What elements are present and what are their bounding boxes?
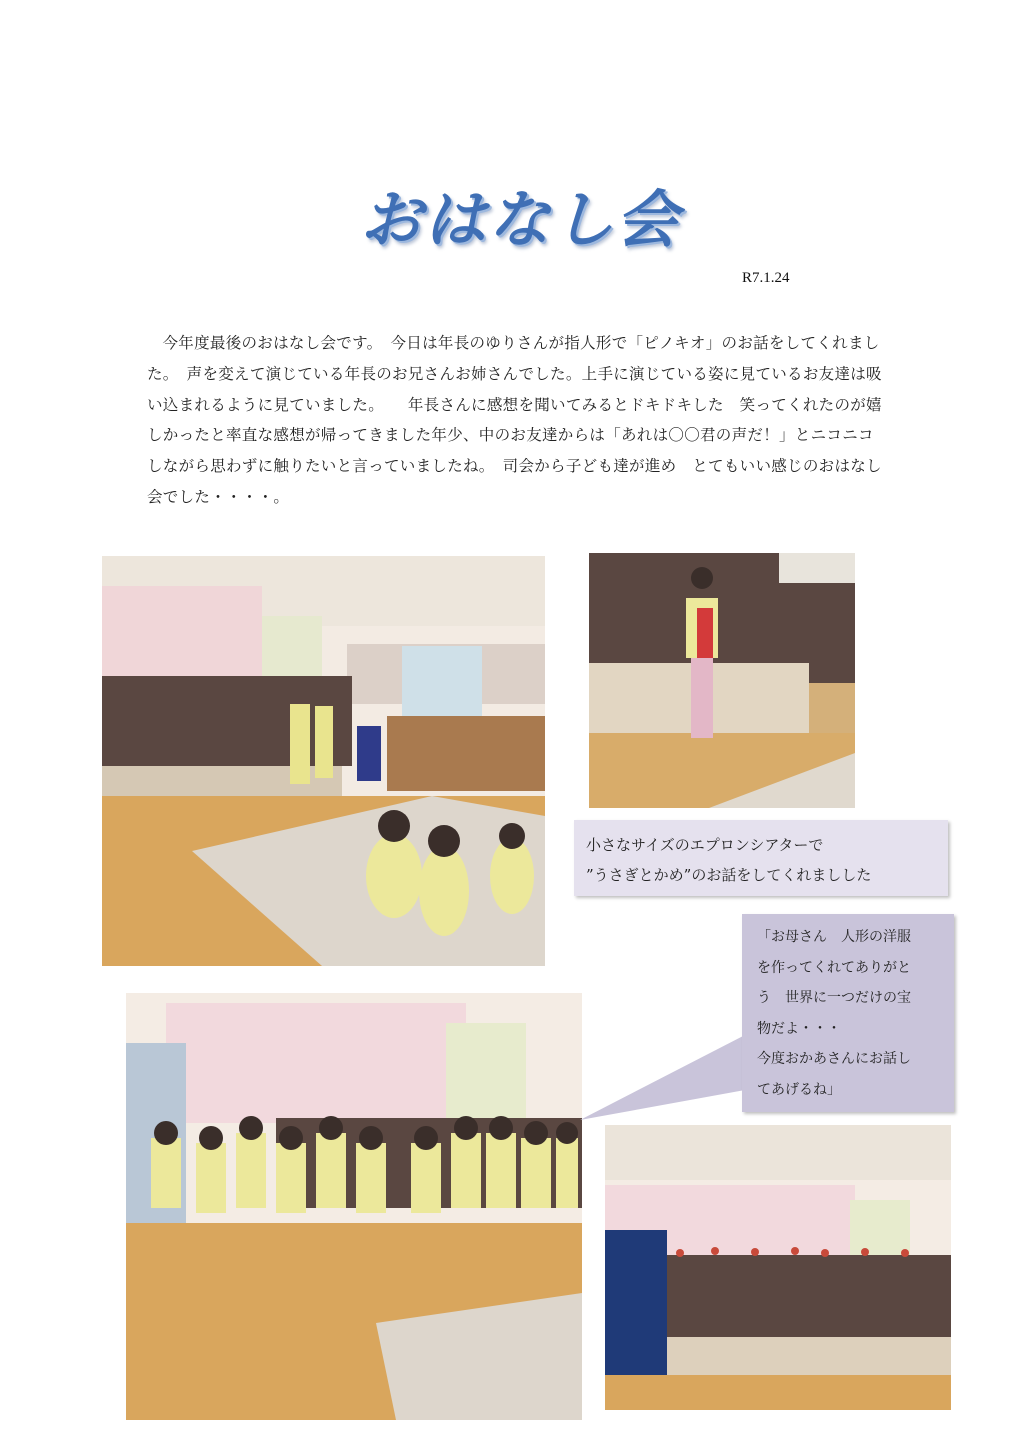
apron-theater-caption (574, 820, 948, 896)
photo-apron-theater (589, 553, 855, 808)
bubble-line: う 世界に一つだけの宝 (757, 990, 911, 1007)
bubble-line: てあげるね」 (757, 1081, 841, 1098)
speech-bubble-tail (580, 1030, 750, 1125)
bubble-line: 「お母さん 人形の洋服 (757, 929, 911, 945)
body-paragraph: 今年度最後のおはなし会です。 今日は年長のゆりさんが指人形で「ピノキオ」のお話をしてくれました。 声を変えて演じている年長のお兄さんお姉さんでした。上手に演じている姿に見ているお友達は吸い込まれるように見ていました。 年長さんに感想を聞いてみるとドキドキした 笑ってくれたのが嬉しかったと率直な感想が帰ってきました年少、中のお友達からは「あれは〇〇君の声だ！」とニコニコしながら思わずに触りたいと言っていましたね。 司会から子ども達が進め とてもいい感じのおはなし会でした・・・・。 (147, 334, 882, 506)
photo-hall-performance (102, 556, 545, 966)
caption-line: ”うさぎとかめ”のお話をしてくれましした (586, 866, 872, 884)
photo-children-puppets (126, 993, 582, 1420)
bubble-line: 今度おかあさんにお話し (757, 1051, 911, 1068)
speech-bubble (742, 914, 954, 1112)
page-title: おはなし会 (360, 183, 681, 256)
bubble-line: 物だよ・・・ (757, 1020, 841, 1037)
photo-puppet-stage (605, 1125, 951, 1410)
date-label: R7.1.24 (742, 270, 790, 286)
caption-line: 小さなサイズのエプロンシアターで (586, 836, 824, 854)
bubble-line: を作ってくれてありがと (757, 959, 911, 976)
